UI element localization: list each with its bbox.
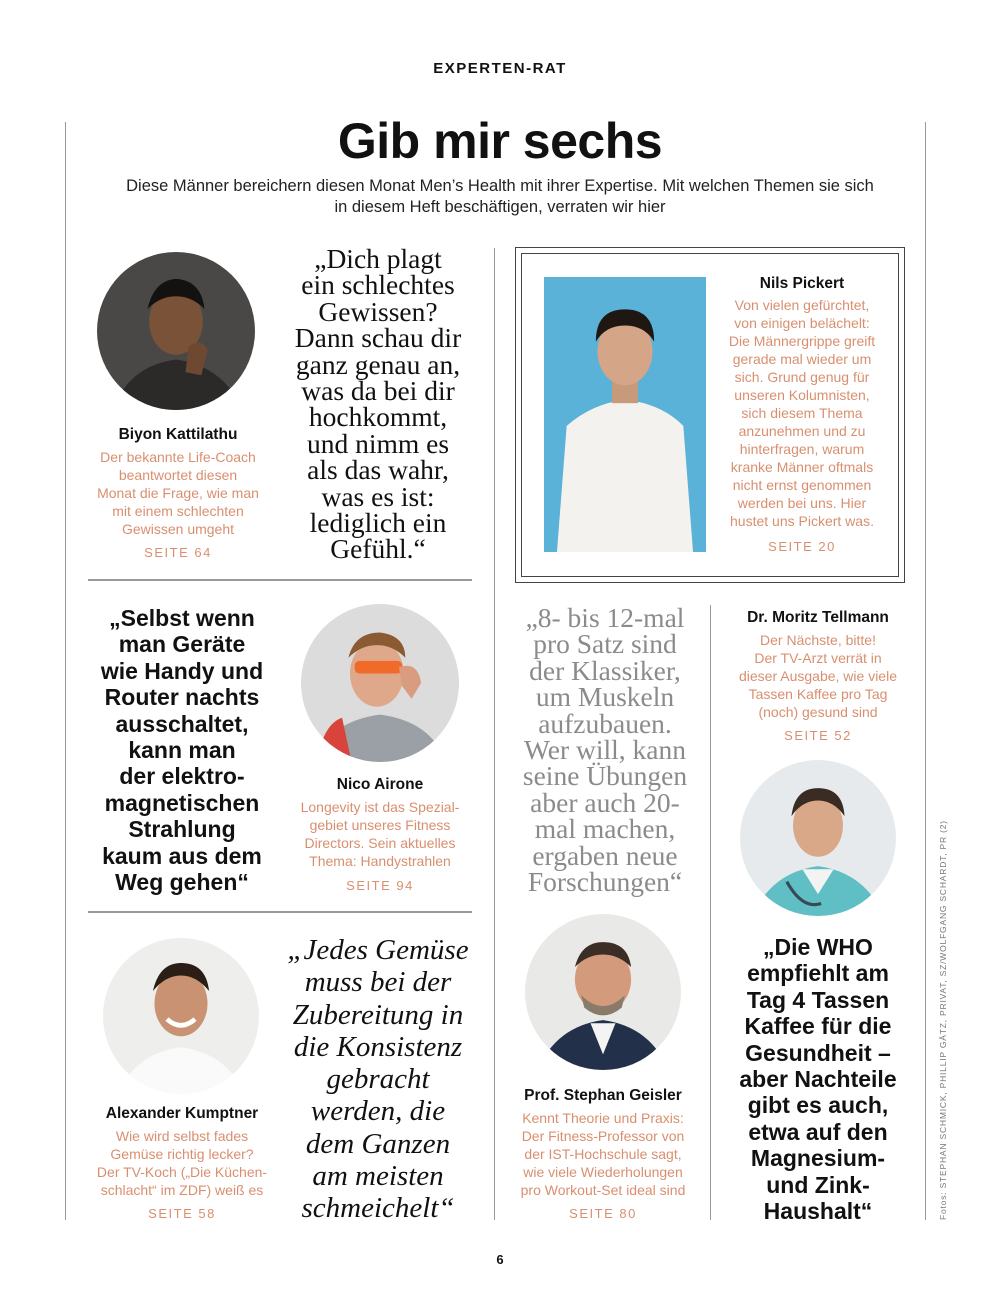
description-line: Tassen Kaffee pro Tag (748, 686, 888, 702)
quote-line: aber auch 20- (530, 786, 680, 818)
quote-line: ein schlechtes (301, 269, 455, 301)
quote-line: pro Satz sind (533, 628, 677, 660)
quote-line: magnetischen (104, 789, 260, 816)
portrait-image (740, 760, 896, 916)
right-column-rule (710, 605, 711, 1220)
quote-line: Gesundheit – (745, 1039, 891, 1066)
description-line: Der Fitness-Professor von (521, 1128, 685, 1144)
quote-strahlung (84, 605, 280, 895)
quote-line: muss bei der (304, 966, 452, 999)
description-line: gebiet unseres Fitness (309, 817, 451, 833)
description-line: anzunehmen und zu (738, 423, 866, 439)
quote-line: was es ist: (321, 480, 435, 512)
quote-gewissen (278, 243, 478, 565)
right-border-rule (925, 122, 926, 1220)
quote-line: und nimm es (306, 427, 450, 459)
description-line: Gemüse richtig lecker? (110, 1146, 254, 1162)
quote-line: am meisten (312, 1160, 444, 1193)
page-reference: SEITE 58 (148, 1206, 216, 1221)
avatar-moritz-tellmann (740, 760, 896, 916)
description-line: mit einem schlechten (112, 503, 244, 519)
quote-line: empfiehlt am (747, 960, 889, 987)
expert-description (505, 1109, 701, 1199)
page-reference: SEITE 64 (144, 545, 212, 560)
quote-line: Dann schau dir (294, 322, 462, 354)
quote-line: ausschaltet, (115, 710, 249, 737)
description-line: kranke Männer oftmals (730, 459, 874, 475)
description-line: (noch) gesund sind (758, 704, 878, 720)
quote-line: Forschungen“ (527, 866, 683, 898)
expert-name: Prof. Stephan Geisler (524, 1087, 682, 1104)
quote-line: werden, die (310, 1095, 446, 1128)
quote-line: als das wahr, (307, 454, 449, 486)
page-reference: SEITE 80 (569, 1206, 637, 1221)
expert-name: Biyon Kattilathu (118, 426, 238, 443)
quote-line: Gewissen? (318, 295, 438, 327)
description-line: Directors. Sein aktuelles (304, 835, 456, 851)
description-line: Gewissen umgeht (121, 521, 235, 537)
quote-line: Gefühl.“ (330, 533, 426, 565)
quote-line: der elektro- (119, 763, 245, 790)
description-line: schlacht“ im ZDF) weiß es (100, 1182, 264, 1198)
description-line: der IST-Hochschule sagt, (524, 1146, 682, 1162)
page-title: Gib mir sechs (337, 113, 663, 169)
description-line: wie viele Wiederholungen (523, 1164, 683, 1180)
quote-line: „Dich plagt (314, 243, 442, 274)
quote-gemuese (276, 934, 480, 1225)
description-line: pro Workout-Set ideal sind (520, 1182, 686, 1198)
quote-line: „Selbst wenn (109, 605, 255, 631)
description-line: werden bei uns. Hier (737, 495, 867, 511)
quote-line: aufzubauen. (538, 707, 672, 739)
quote-line: seine Übungen (522, 760, 688, 792)
quote-line: ergaben neue (532, 839, 678, 871)
intro-text: Diese Männer bereichern diesen Monat Men’s Health mit ihrer Expertise. Mit welchen Themen sie sich in diesem Heft beschäftigen, verraten wir hier (126, 177, 874, 216)
quote-line: kaum aus dem (102, 842, 262, 869)
quote-line: „Die WHO (763, 934, 873, 960)
quote-line: Kaffee für die (744, 1013, 892, 1040)
quote-line: Tag 4 Tassen (746, 986, 890, 1013)
description-line: nicht ernst genommen (732, 477, 872, 493)
quote-line: um Muskeln (535, 681, 675, 713)
quote-line: Wer will, kann (524, 734, 686, 766)
quote-line: die Konsistenz (293, 1030, 463, 1063)
expert-description (717, 296, 887, 530)
description-line: Thema: Handystrahlen (309, 853, 451, 869)
page-reference: SEITE 52 (784, 728, 852, 743)
avatar-biyon-kattilathu (97, 252, 255, 410)
avatar-stephan-geisler (525, 914, 681, 1070)
expert-description (720, 631, 916, 721)
expert-name: Dr. Moritz Tellmann (747, 609, 889, 626)
expert-description (84, 1127, 280, 1199)
quote-line: was da bei dir (301, 375, 455, 407)
quote-line: etwa auf den (748, 1118, 888, 1145)
quote-line: man Geräte (118, 631, 246, 658)
quote-line: dem Ganzen (305, 1127, 451, 1160)
expert-description (80, 448, 276, 538)
quote-line: „8- bis 12-mal (525, 602, 685, 633)
quote-line: der Klassiker, (529, 654, 681, 686)
quote-line: Strahlung (128, 816, 236, 843)
description-line: unseren Kolumnisten, (734, 387, 870, 403)
center-column-rule (494, 248, 495, 1220)
portrait-image (301, 604, 459, 762)
description-line: sich diesem Thema (741, 405, 863, 421)
row-divider-2 (88, 911, 472, 913)
expert-description (284, 798, 476, 870)
portrait-image (97, 252, 255, 410)
quote-line: mal machen, (534, 813, 676, 845)
portrait-image (103, 938, 259, 1094)
description-line: Kennt Theorie und Praxis: (522, 1110, 684, 1126)
description-line: Die Männergrippe greift (728, 333, 876, 349)
description-line: gerade mal wieder um (732, 351, 872, 367)
photo-credit: Fotos: STEPHAN SCHMICK, PHILLIP GÄTZ, PRIVAT, SZ/WOLFGANG SCHARDT, PR (2) (938, 820, 948, 1220)
expert-name: Nico Airone (336, 776, 424, 793)
description-line: Der Nächste, bitte! (760, 632, 876, 648)
left-border-rule (65, 122, 66, 1220)
description-line: Der bekannte Life-Coach (100, 449, 256, 465)
quote-line: und Zink- (766, 1171, 870, 1198)
description-line: hustet uns Pickert was. (730, 513, 874, 529)
quote-line: gebracht (326, 1063, 430, 1096)
page-number: 6 (496, 1252, 504, 1267)
quote-line: wie Handy und (100, 657, 264, 684)
quote-line: Magnesium- (750, 1145, 886, 1172)
page-reference: SEITE 20 (768, 539, 836, 554)
description-line: von einigen belächelt: (734, 315, 870, 331)
quote-line: schmeichelt“ (301, 1192, 455, 1225)
description-line: Longevity ist das Spezial- (300, 799, 460, 815)
portrait-image (544, 277, 706, 552)
quote-line: Haushalt“ (763, 1198, 873, 1225)
description-line: Der TV-Arzt verrät in (754, 650, 882, 666)
description-line: Von vielen gefürchtet, (734, 297, 870, 313)
quote-line: hochkommt, (308, 401, 448, 433)
description-line: hinterfragen, warum (739, 441, 865, 457)
quote-line: Weg gehen“ (115, 869, 249, 896)
quote-line: gibt es auch, (747, 1092, 889, 1119)
quote-line: Router nachts (104, 684, 260, 711)
description-line: dieser Ausgabe, wie viele (739, 668, 897, 684)
section-label: EXPERTEN-RAT (433, 60, 567, 77)
page-reference: SEITE 94 (346, 878, 414, 893)
avatar-nico-airone (301, 604, 459, 762)
quote-line: ganz genau an, (295, 348, 461, 380)
avatar-alexander-kumptner (103, 938, 259, 1094)
description-line: Wie wird selbst fades (115, 1128, 249, 1144)
quote-line: kann man (128, 737, 236, 764)
description-line: Monat die Frage, wie man (97, 485, 259, 501)
quote-who (718, 934, 918, 1224)
photo-nils-pickert (544, 277, 706, 552)
quote-line: Zubereitung in (292, 998, 464, 1031)
expert-name: Nils Pickert (759, 275, 845, 292)
quote-wiederholungen (508, 602, 702, 898)
quote-line: „Jedes Gemüse (287, 934, 469, 966)
description-line: sich. Grund genug für (734, 369, 870, 385)
quote-line: lediglich ein (309, 507, 447, 539)
quote-line: aber Nachteile (739, 1066, 897, 1093)
expert-name: Alexander Kumptner (105, 1105, 259, 1122)
row-divider-1 (88, 579, 472, 581)
description-line: Der TV-Koch („Die Küchen- (96, 1164, 268, 1180)
description-line: beantwortet diesen (118, 467, 238, 483)
portrait-image (525, 914, 681, 1070)
